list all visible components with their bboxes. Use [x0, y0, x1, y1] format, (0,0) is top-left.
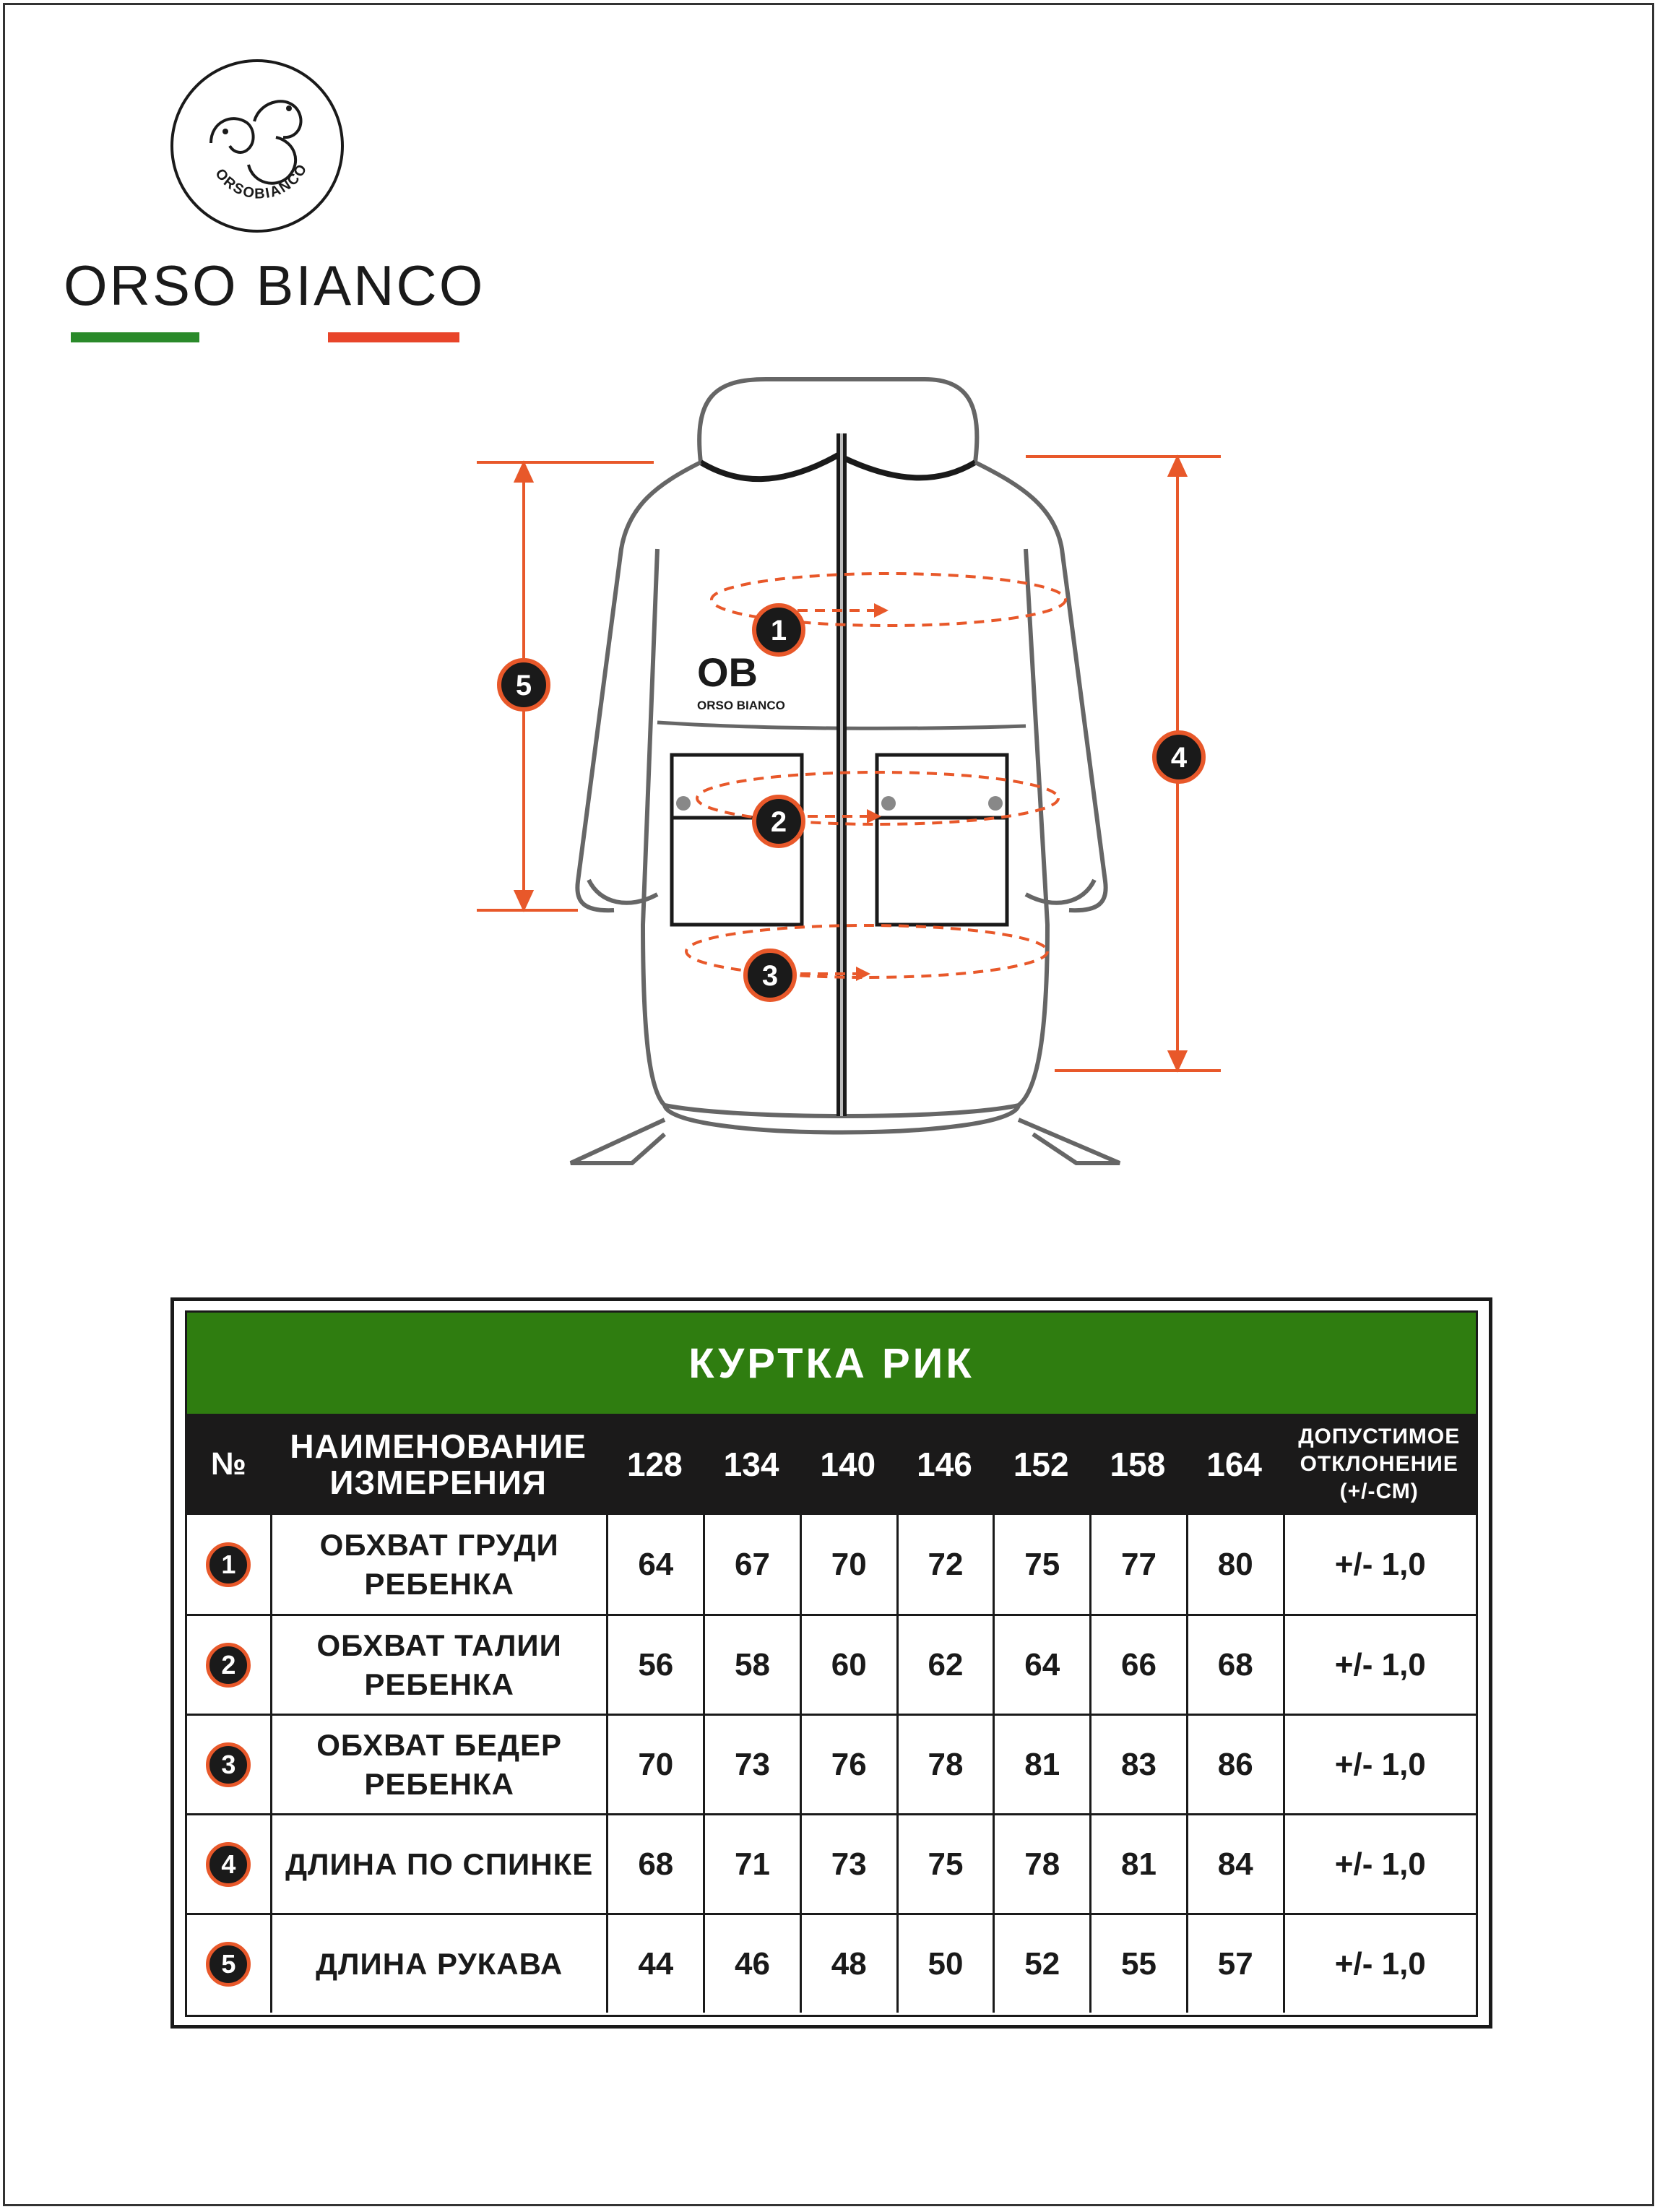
marker-4: 4	[1170, 742, 1188, 774]
tolerance-cell: +/- 1,0	[1283, 1616, 1476, 1714]
table-cell: 81	[1089, 1815, 1186, 1913]
measure-name: ОБХВАТ ТАЛИИ РЕБЕНКА	[270, 1616, 607, 1714]
table-row	[187, 1515, 1476, 1614]
table-cell: 80	[1186, 1515, 1283, 1614]
table-cell: 86	[1186, 1716, 1283, 1813]
table-row	[187, 1813, 1476, 1913]
table-cell: 60	[800, 1616, 896, 1714]
row-number-badge: 1	[206, 1542, 251, 1587]
table-cell: 70	[800, 1515, 896, 1614]
table-cell: 58	[703, 1616, 800, 1714]
table-row	[187, 1614, 1476, 1714]
jacket-diagram	[515, 361, 1242, 1170]
table-row	[187, 1913, 1476, 2013]
table-cell: 78	[993, 1815, 1089, 1913]
table-cell: 44	[606, 1915, 703, 2013]
row-number-badge: 2	[206, 1643, 251, 1688]
size-table	[185, 1310, 1478, 2017]
table-cell: 50	[896, 1915, 993, 2013]
table-cell: 75	[896, 1815, 993, 1913]
table-cell: 70	[606, 1716, 703, 1813]
tolerance-cell: +/- 1,0	[1283, 1716, 1476, 1813]
table-cell: 56	[606, 1616, 703, 1714]
right-pocket	[877, 755, 1007, 925]
table-cell: 46	[703, 1915, 800, 2013]
marker-2: 2	[770, 806, 787, 838]
flag-bar-green	[71, 332, 199, 342]
table-cell: 73	[800, 1815, 896, 1913]
header-size: 158	[1110, 1446, 1166, 1483]
row-number-badge: 3	[206, 1742, 251, 1787]
table-cell: 84	[1186, 1815, 1283, 1913]
table-cell: 77	[1089, 1515, 1186, 1614]
table-cell: 78	[896, 1716, 993, 1813]
hip-measure-ellipse	[686, 925, 1047, 977]
jacket-logo-text: ORSO BIANCO	[697, 699, 785, 712]
row-number-badge: 5	[206, 1942, 251, 1987]
jacket-logo-mark: OB	[697, 649, 758, 695]
measure-name: ОБХВАТ БЕДЕР РЕБЕНКА	[270, 1716, 607, 1813]
table-cell: 73	[703, 1716, 800, 1813]
table-cell: 67	[703, 1515, 800, 1614]
tolerance-cell: +/- 1,0	[1283, 1515, 1476, 1614]
table-title: КУРТКА РИК	[187, 1313, 1476, 1414]
table-cell: 81	[993, 1716, 1089, 1813]
seal-text: ORSOBIANCO	[212, 160, 311, 202]
table-cell: 76	[800, 1716, 896, 1813]
header-size: 128	[626, 1446, 683, 1483]
marker-3: 3	[761, 960, 779, 992]
header-size: 140	[820, 1446, 876, 1483]
header-size: 134	[723, 1446, 779, 1483]
table-cell: 57	[1186, 1915, 1283, 2013]
row-number-badge: 4	[206, 1842, 251, 1887]
marker-1: 1	[770, 615, 787, 647]
header-size: 146	[917, 1446, 972, 1483]
header-name: НАИМЕНОВАНИЕ ИЗМЕРЕНИЯ	[290, 1427, 587, 1501]
header-size: 152	[1013, 1446, 1069, 1483]
table-body	[187, 1515, 1476, 2013]
table-header	[187, 1414, 1476, 1515]
table-cell: 62	[896, 1616, 993, 1714]
table-cell: 68	[1186, 1616, 1283, 1714]
header-size: 164	[1206, 1446, 1263, 1483]
header-num: №	[210, 1446, 246, 1482]
table-cell: 64	[993, 1616, 1089, 1714]
table-cell: 75	[993, 1515, 1089, 1614]
flag-bar-red	[328, 332, 459, 342]
measure-name: ОБХВАТ ГРУДИ РЕБЕНКА	[270, 1515, 607, 1614]
brand-name: ORSO BIANCO	[64, 254, 485, 317]
tolerance-cell: +/- 1,0	[1283, 1915, 1476, 2013]
table-cell: 68	[606, 1815, 703, 1913]
measure-name: ДЛИНА ПО СПИНКЕ	[270, 1815, 607, 1913]
table-row	[187, 1714, 1476, 1813]
header-tolerance: ДОПУСТИМОЕ ОТКЛОНЕНИЕ (+/-СМ)	[1298, 1425, 1461, 1503]
table-cell: 52	[993, 1915, 1089, 2013]
table-cell: 71	[703, 1815, 800, 1913]
tolerance-cell: +/- 1,0	[1283, 1815, 1476, 1913]
table-cell: 72	[896, 1515, 993, 1614]
brand-seal-logo	[168, 56, 347, 236]
marker-5: 5	[515, 670, 532, 701]
table-cell: 48	[800, 1915, 896, 2013]
table-cell: 66	[1089, 1616, 1186, 1714]
table-cell: 83	[1089, 1716, 1186, 1813]
table-cell: 64	[606, 1515, 703, 1614]
table-cell: 55	[1089, 1915, 1186, 2013]
measure-name: ДЛИНА РУКАВА	[270, 1915, 607, 2013]
